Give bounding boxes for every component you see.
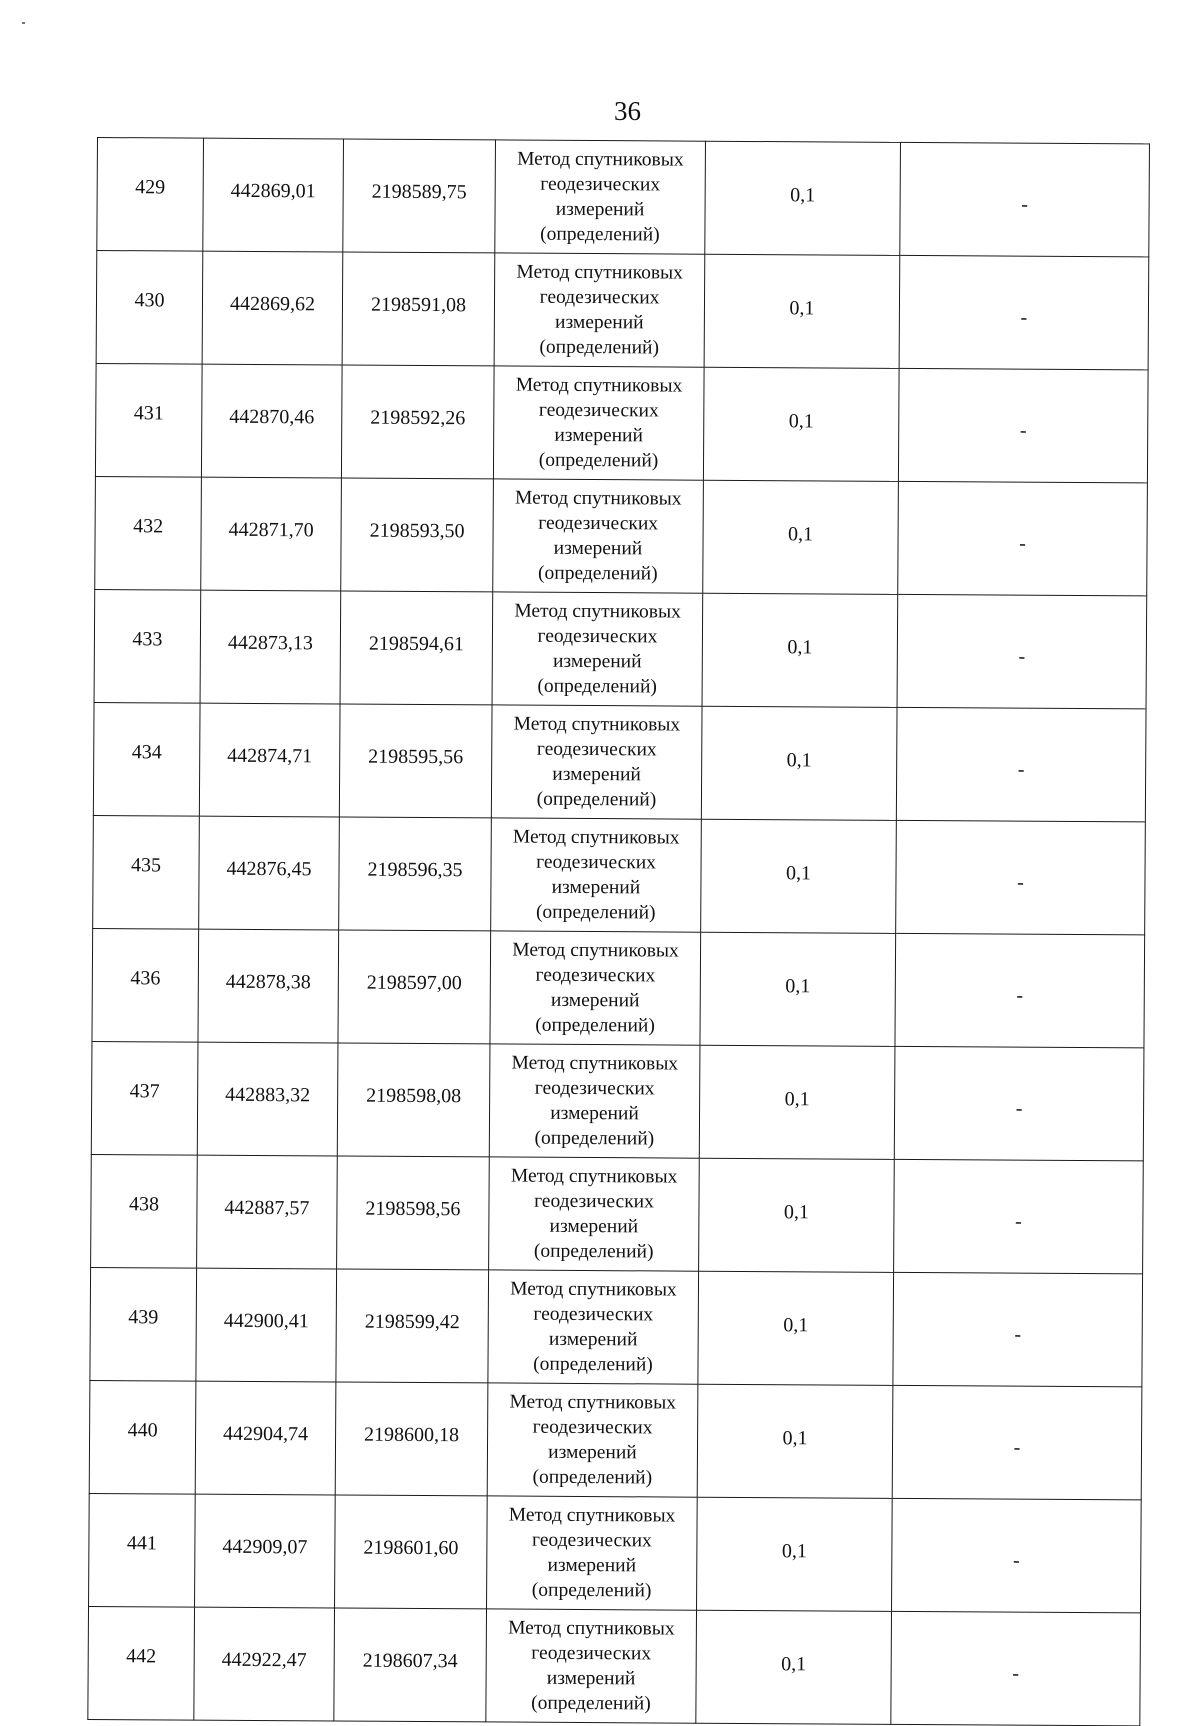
method-line: измерений: [555, 311, 644, 334]
method-line: геодезических: [538, 512, 659, 535]
table-row: [96, 251, 1149, 370]
method-line: Метод спутниковых: [512, 939, 679, 962]
method-cell: [487, 1383, 698, 1497]
method-line: измерений: [548, 1441, 637, 1464]
accuracy-cell: 0,1: [703, 480, 899, 594]
y-coordinate-cell: 2198607,34: [334, 1608, 487, 1722]
coordinates-table-body: [88, 138, 1150, 1726]
point-number-cell: 433: [94, 589, 201, 703]
point-number-cell: 429: [97, 138, 204, 252]
point-number-cell: 442: [88, 1606, 195, 1720]
point-number-cell: 435: [93, 815, 200, 929]
method-cell: [494, 253, 705, 367]
method-line: (определений): [531, 1692, 651, 1715]
y-coordinate-cell: 2198598,56: [337, 1156, 490, 1270]
table-row: [88, 1606, 1141, 1725]
method-cell: [491, 818, 702, 932]
method-line: измерений: [550, 1102, 639, 1125]
x-coordinate-cell: 442871,70: [201, 477, 342, 591]
method-cell: [493, 366, 704, 480]
note-cell: -: [891, 1611, 1141, 1726]
point-number-cell: 432: [95, 476, 202, 590]
table-row: [97, 138, 1150, 257]
method-cell: [493, 479, 704, 593]
method-line: геодезических: [534, 1077, 655, 1100]
y-coordinate-cell: 2198594,61: [340, 591, 493, 705]
point-number-cell: 439: [90, 1267, 197, 1381]
method-line: геодезических: [531, 1529, 652, 1552]
method-cell: [490, 931, 701, 1045]
table-row: [94, 589, 1147, 708]
method-line: геодезических: [537, 625, 658, 648]
point-number-cell: 436: [92, 928, 199, 1042]
note-cell: -: [894, 1046, 1144, 1161]
method-line: (определений): [532, 1466, 653, 1489]
point-number-cell: 431: [95, 363, 202, 477]
method-line: (определений): [531, 1579, 652, 1602]
point-number-cell: 441: [89, 1493, 196, 1607]
accuracy-cell: 0,1: [699, 1158, 895, 1272]
x-coordinate-cell: 442876,45: [199, 816, 340, 930]
method-line: (определений): [536, 788, 657, 811]
y-coordinate-cell: 2198597,00: [338, 930, 491, 1044]
method-line: геодезических: [538, 399, 659, 422]
x-coordinate-cell: 442900,41: [196, 1268, 337, 1382]
note-cell: -: [898, 368, 1148, 483]
note-cell: -: [893, 1272, 1143, 1387]
x-coordinate-cell: 442883,32: [197, 1042, 338, 1156]
note-cell: -: [896, 820, 1146, 935]
accuracy-cell: 0,1: [696, 1610, 892, 1724]
coordinates-sheet: [87, 137, 1149, 1726]
point-number-cell: 440: [89, 1380, 196, 1494]
note-cell: -: [894, 1159, 1144, 1274]
accuracy-cell: 0,1: [703, 367, 899, 481]
method-line: измерений: [554, 424, 644, 447]
method-line: (определений): [535, 901, 656, 924]
y-coordinate-cell: 2198599,42: [336, 1269, 489, 1383]
y-coordinate-cell: 2198600,18: [335, 1382, 488, 1496]
x-coordinate-cell: 442904,74: [195, 1381, 336, 1495]
method-line: измерений: [552, 650, 642, 673]
method-line: геодезических: [531, 1642, 652, 1665]
x-coordinate-cell: 442873,13: [200, 590, 341, 704]
method-line: измерений: [549, 1215, 639, 1238]
method-cell: [489, 1044, 700, 1158]
method-line: (определений): [533, 1353, 653, 1376]
scan-speck: [22, 22, 25, 24]
point-number-cell: 438: [91, 1154, 198, 1268]
x-coordinate-cell: 442878,38: [198, 929, 339, 1043]
method-line: Метод спутниковых: [516, 261, 683, 284]
method-line: геодезических: [540, 173, 661, 196]
y-coordinate-cell: 2198595,56: [339, 704, 492, 818]
table-row: [93, 702, 1146, 821]
method-line: геодезических: [532, 1416, 653, 1439]
method-line: Метод спутниковых: [510, 1278, 677, 1301]
method-cell: [492, 592, 703, 706]
accuracy-cell: 0,1: [700, 932, 896, 1046]
method-line: геодезических: [536, 738, 657, 761]
method-line: геодезических: [539, 286, 660, 309]
method-line: Метод спутниковых: [515, 374, 683, 397]
table-row: [89, 1493, 1142, 1612]
method-line: (определений): [538, 449, 659, 472]
method-line: Метод спутниковых: [508, 1504, 676, 1527]
x-coordinate-cell: 442869,62: [202, 251, 343, 365]
table-row: [92, 928, 1145, 1047]
method-line: (определений): [535, 1014, 655, 1037]
x-coordinate-cell: 442869,01: [203, 138, 344, 252]
method-line: Метод спутниковых: [509, 1391, 677, 1414]
table-row: [91, 1154, 1144, 1273]
method-line: измерений: [551, 876, 641, 899]
method-line: Метод спутниковых: [517, 148, 684, 171]
method-line: геодезических: [534, 1190, 654, 1213]
point-number-cell: 434: [93, 702, 200, 816]
accuracy-cell: 0,1: [699, 1045, 895, 1159]
method-line: измерений: [548, 1328, 638, 1351]
accuracy-cell: 0,1: [701, 819, 897, 933]
accuracy-cell: 0,1: [697, 1497, 893, 1611]
x-coordinate-cell: 442874,71: [199, 703, 340, 817]
x-coordinate-cell: 442909,07: [195, 1494, 336, 1608]
note-cell: -: [892, 1498, 1142, 1613]
method-line: Метод спутниковых: [511, 1052, 679, 1075]
method-line: Метод спутниковых: [513, 713, 681, 736]
table-row: [90, 1267, 1143, 1386]
method-line: Метод спутниковых: [508, 1617, 675, 1640]
point-number-cell: 430: [96, 251, 203, 365]
method-line: измерений: [552, 763, 641, 786]
method-line: Метод спутниковых: [514, 487, 682, 510]
table-row: [89, 1380, 1142, 1499]
method-line: измерений: [546, 1667, 636, 1690]
method-line: измерений: [555, 198, 645, 221]
accuracy-cell: 0,1: [698, 1271, 894, 1385]
accuracy-cell: 0,1: [704, 254, 900, 368]
method-line: (определений): [533, 1240, 654, 1263]
method-cell: [489, 1157, 700, 1271]
note-cell: -: [898, 481, 1148, 596]
method-line: Метод спутниковых: [510, 1165, 678, 1188]
point-number-cell: 437: [91, 1041, 198, 1155]
note-cell: -: [899, 255, 1149, 370]
coordinates-table: [87, 137, 1150, 1726]
method-cell: [491, 705, 702, 819]
accuracy-cell: 0,1: [701, 706, 897, 820]
method-cell: [488, 1270, 699, 1384]
method-line: геодезических: [535, 964, 656, 987]
method-line: геодезических: [533, 1303, 654, 1326]
note-cell: -: [895, 933, 1145, 1048]
y-coordinate-cell: 2198601,60: [335, 1495, 488, 1609]
y-coordinate-cell: 2198598,08: [337, 1043, 490, 1157]
accuracy-cell: 0,1: [702, 593, 898, 707]
y-coordinate-cell: 2198589,75: [343, 139, 496, 253]
method-line: (определений): [540, 223, 660, 246]
method-cell: [486, 1609, 697, 1723]
accuracy-cell: 0,1: [697, 1384, 893, 1498]
accuracy-cell: 0,1: [705, 141, 901, 255]
method-line: измерений: [547, 1554, 637, 1577]
table-row: [95, 476, 1148, 595]
y-coordinate-cell: 2198596,35: [339, 817, 492, 931]
method-line: геодезических: [536, 851, 657, 874]
x-coordinate-cell: 442870,46: [201, 364, 342, 478]
method-line: измерений: [550, 989, 640, 1012]
page-number: 36: [614, 96, 641, 126]
method-line: (определений): [537, 675, 658, 698]
method-line: (определений): [539, 336, 660, 359]
table-row: [93, 815, 1146, 934]
y-coordinate-cell: 2198593,50: [341, 478, 494, 592]
method-line: (определений): [534, 1127, 655, 1150]
method-line: измерений: [553, 537, 643, 560]
table-row: [95, 363, 1148, 482]
note-cell: -: [892, 1385, 1142, 1500]
method-line: Метод спутниковых: [514, 600, 681, 623]
x-coordinate-cell: 442887,57: [197, 1155, 338, 1269]
x-coordinate-cell: 442922,47: [194, 1607, 335, 1721]
y-coordinate-cell: 2198592,26: [341, 365, 494, 479]
method-line: (определений): [537, 562, 658, 585]
note-cell: -: [896, 707, 1146, 822]
method-cell: [487, 1496, 698, 1610]
method-cell: [495, 140, 706, 254]
method-line: Метод спутниковых: [512, 826, 680, 849]
note-cell: -: [897, 594, 1147, 709]
note-cell: -: [900, 142, 1150, 257]
y-coordinate-cell: 2198591,08: [342, 252, 495, 366]
table-row: [91, 1041, 1144, 1160]
